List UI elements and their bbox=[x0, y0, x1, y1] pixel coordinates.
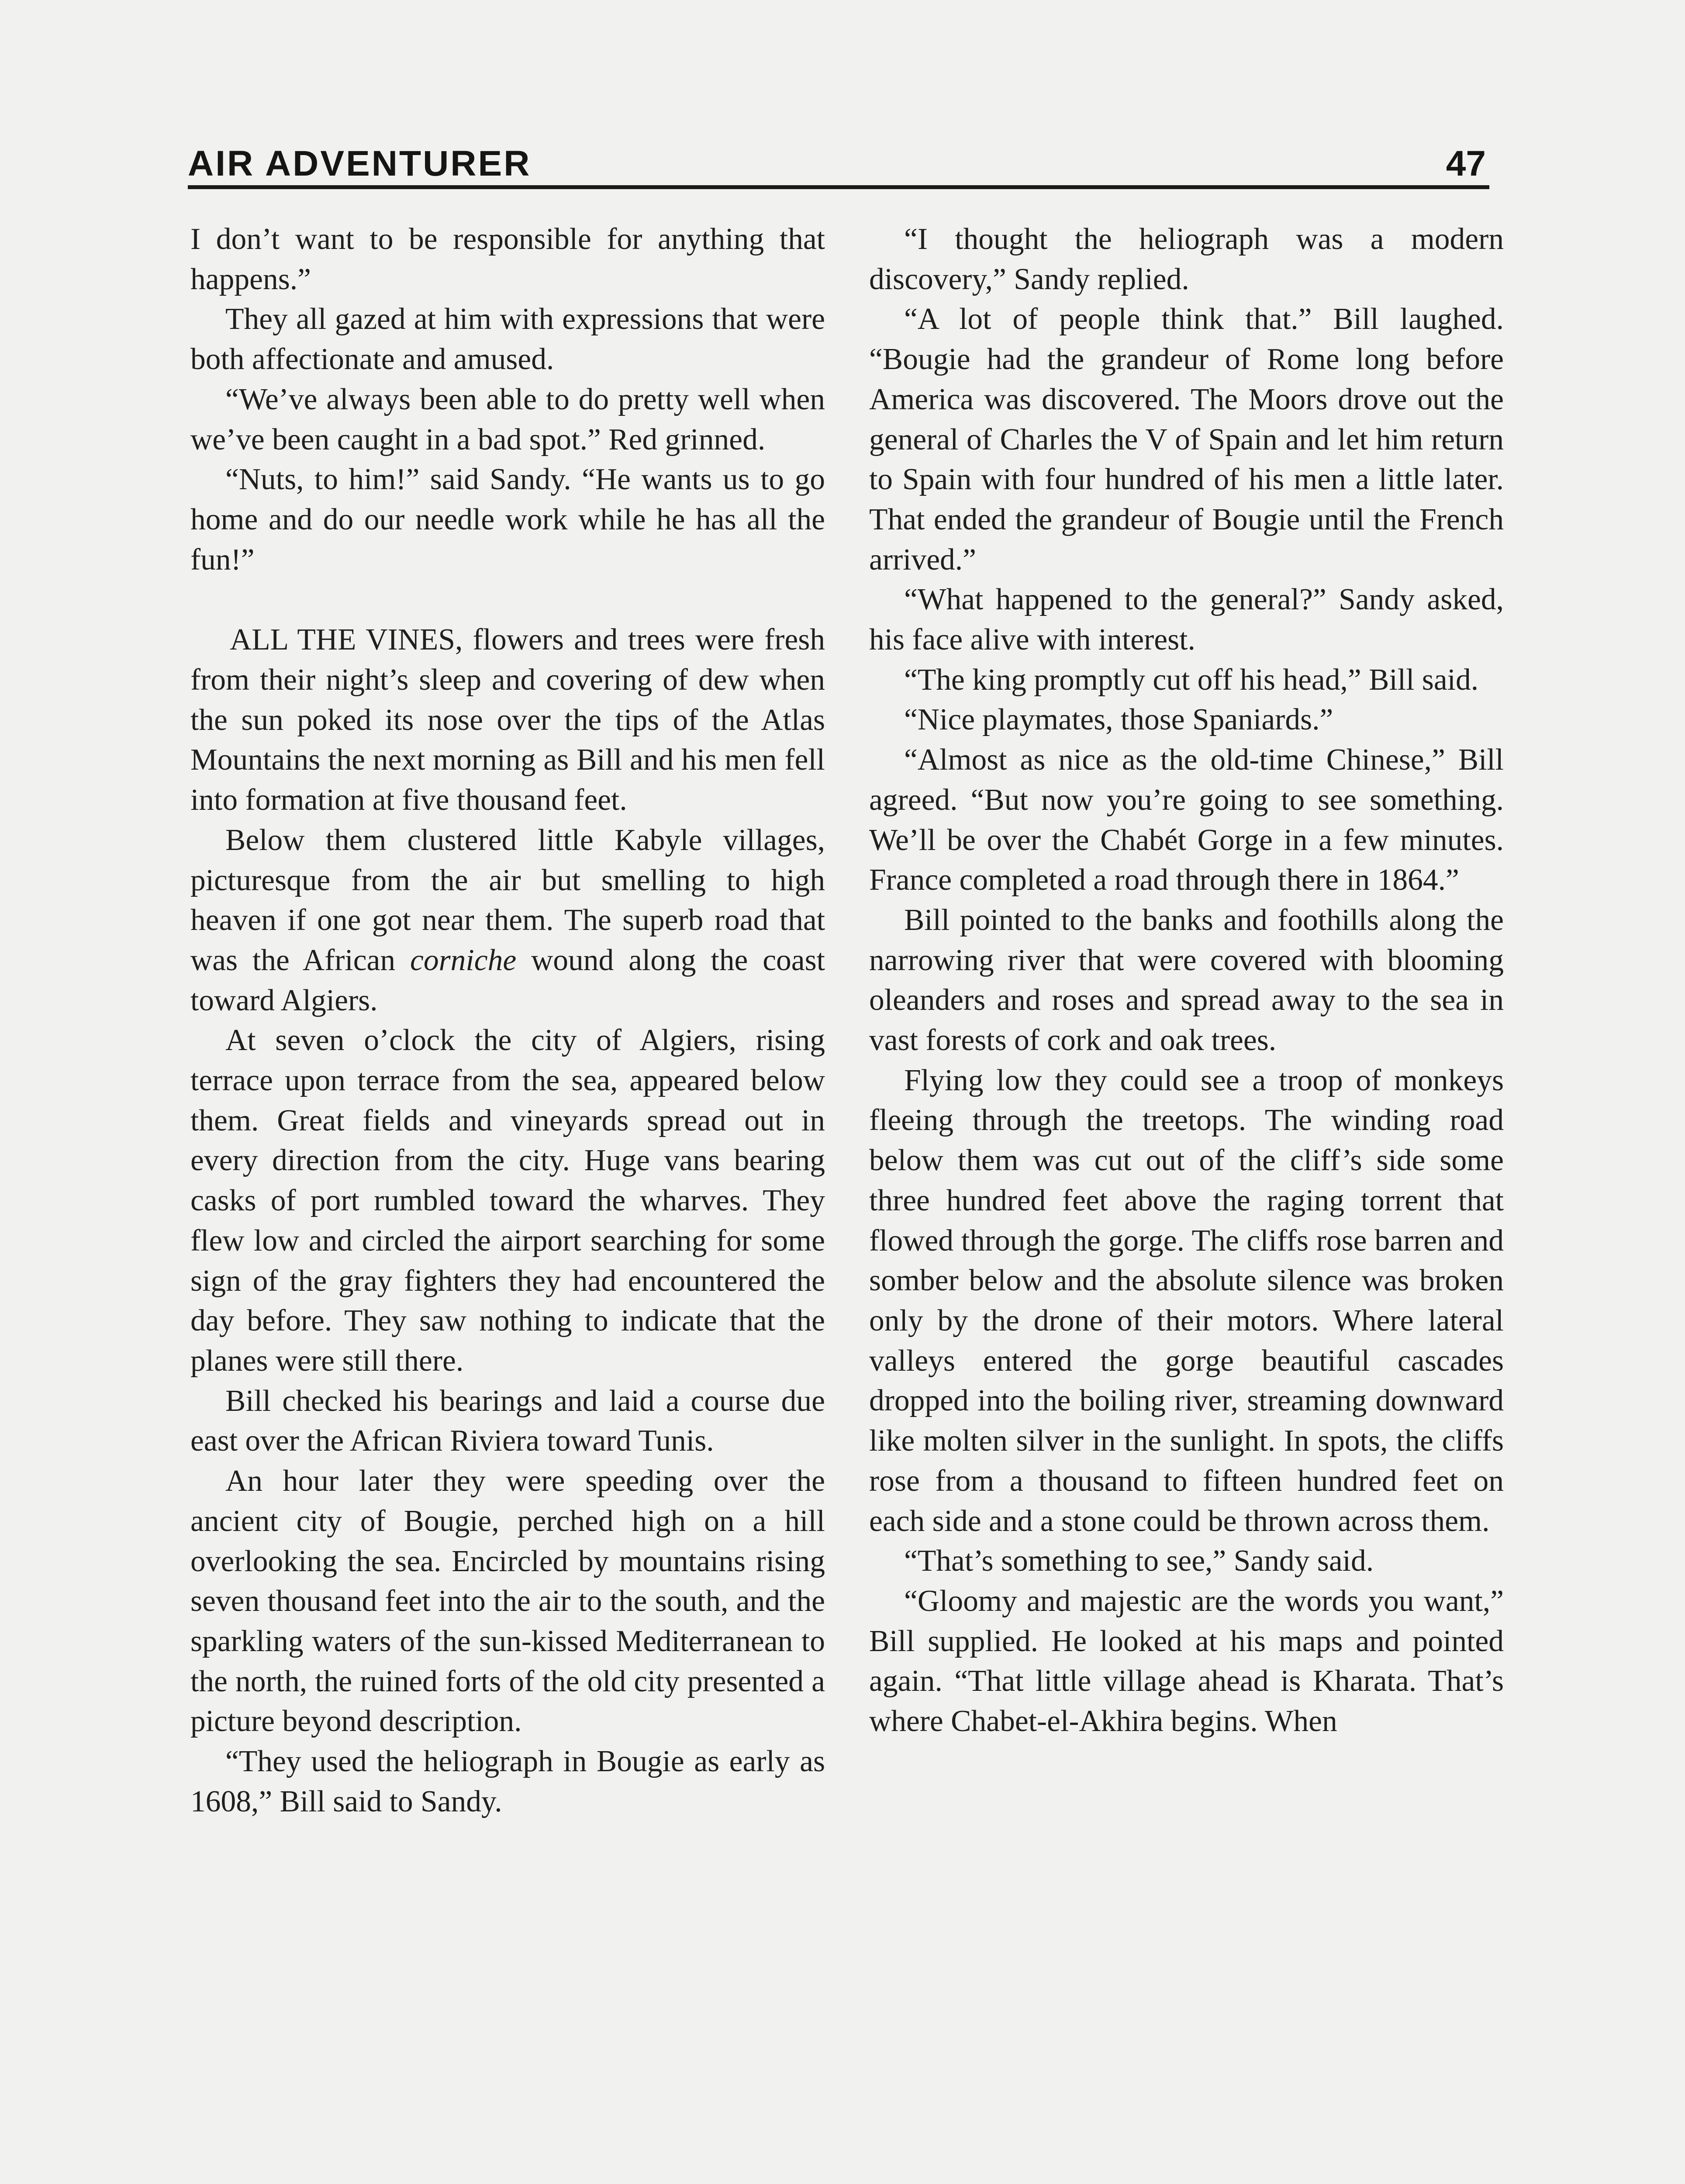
paragraph: “We’ve always been able to do pretty well when we’ve been caught in a bad spot.” Red grinned. bbox=[190, 382, 825, 456]
right-column bbox=[869, 219, 1504, 1742]
paragraph bbox=[190, 820, 825, 1021]
paragraph-text: wound along the coast toward Algiers. bbox=[190, 943, 825, 1017]
paragraph: They all gazed at him with expressions that were both affectionate and amused. bbox=[190, 302, 825, 377]
paragraph: Flying low they could see a troop of monkeys fleeing through the treetops. The winding road below them was cut out of the cliff’s side some three hundred feet above the raging torrent that flowed through the gorge. The cliffs rose barren and somber below and the absolute silence was broken only by the drone of their motors. Where lateral valleys entered the gorge beautiful cascades dropped into the boiling river, streaming downward like molten silver in the sunlight. In spots, the cliffs rose from a thousand to fifteen hundred feet on each side and a stone could be thrown across them. bbox=[869, 1063, 1504, 1538]
paragraph: At seven o’clock the city of Algiers, rising terrace upon terrace from the sea, appeared below them. Great fields and vineyards spread out in every direction from the city. Huge vans bearing casks of port rumbled toward the wharves. They flew low and circled the airport searching for some sign of the gray fighters they had encountered the day before. They saw nothing to indicate that the planes were still there. bbox=[190, 1023, 825, 1378]
paragraph: An hour later they were speeding over the ancient city of Bougie, perched high on a hill overlooking the sea. Encircled by mountains rising seven thousand feet into the air to the south, and the sparkling waters of the sun-kissed Mediterranean to the north, the ruined forts of the old city presented a picture beyond description. bbox=[190, 1464, 825, 1738]
paragraph: “Gloomy and majestic are the words you want,” Bill supplied. He looked at his maps and pointed again. “That little village ahead is Kharata. That’s where Chabet-el-Akhira begins. When bbox=[869, 1584, 1504, 1738]
magazine-title: AIR ADVENTURER bbox=[188, 144, 532, 183]
paragraph: “A lot of people think that.” Bill laughed. “Bougie had the grandeur of Rome long before America was discovered. The Moors drove out the general of Charles the V of Spain and let him return to Spain with four hundred of his men a little later. That ended the grandeur of Bougie until the French arrived.” bbox=[869, 302, 1504, 577]
paragraph-text: African bbox=[302, 943, 411, 977]
paragraph: “What happened to the general?” Sandy asked, his face alive with interest. bbox=[869, 583, 1504, 657]
italic-term: corniche bbox=[410, 943, 517, 977]
paragraph: Bill pointed to the banks and foothills along the narrowing river that were covered with blooming oleanders and roses and spread away to the sea in vast forests of cork and oak trees. bbox=[869, 903, 1504, 1057]
left-column bbox=[190, 219, 825, 1821]
paragraph: I don’t want to be responsible for anything that happens.” bbox=[190, 222, 825, 296]
running-header bbox=[188, 139, 1489, 187]
section-opening-paragraph: ALL THE VINES, flowers and trees were fresh from their night’s sleep and covering of dew when the sun poked its nose over the tips of the Atlas Mountains the next morning as Bill and his men fell into formation at five thousand feet. bbox=[190, 623, 825, 817]
paragraph: “Almost as nice as the old-time Chinese,” Bill agreed. “But now you’re going to see something. We’ll be over the Chabét Gorge in a few minutes. France completed a road through there in 1864.” bbox=[869, 743, 1504, 897]
page-number: 47 bbox=[1446, 144, 1486, 183]
paragraph: “The king promptly cut off his head,” Bill said. bbox=[904, 663, 1479, 697]
header-rule bbox=[188, 185, 1489, 189]
paragraph: “Nuts, to him!” said Sandy. “He wants us to go home and do our needle work while he has all the fun!” bbox=[190, 463, 825, 577]
paragraph: “They used the heliograph in Bougie as early as 1608,” Bill said to Sandy. bbox=[190, 1745, 825, 1818]
paragraph: “That’s something to see,” Sandy said. bbox=[904, 1544, 1374, 1578]
paragraph: “I thought the heliograph was a modern discovery,” Sandy replied. bbox=[869, 222, 1504, 296]
paragraph: “Nice playmates, those Spaniards.” bbox=[904, 703, 1333, 737]
paragraph: Bill checked his bearings and laid a course due east over the African Riviera toward Tunis. bbox=[190, 1384, 825, 1458]
paragraph-text: Below them clustered little Kabyle villages, picturesque from the air but smelling to high heaven if one got near them. The superb road that was the bbox=[190, 823, 825, 977]
